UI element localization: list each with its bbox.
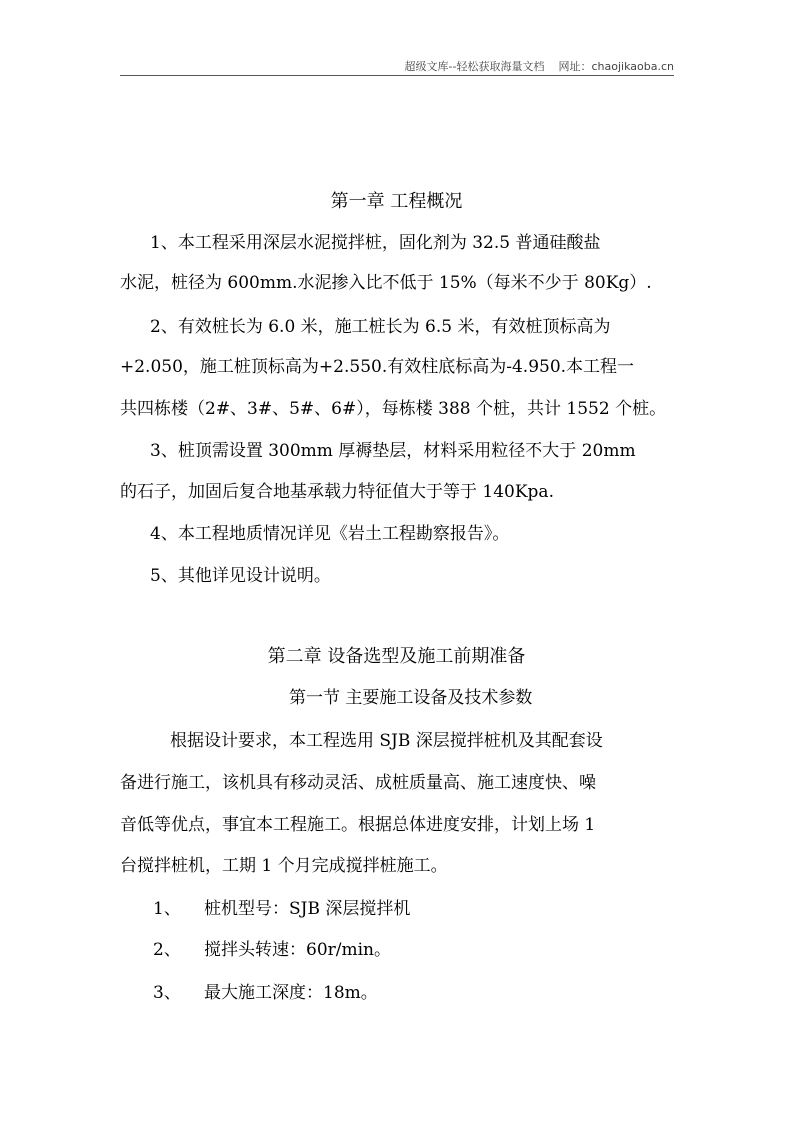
paragraph-3-line-2: 的石子，加固后复合地基承载力特征值大于等于 140Kpa. [120,482,554,502]
section-1-title: 第一节 主要施工设备及技术参数 [289,688,533,708]
intro-line-1: 根据设计要求，本工程选用 SJB 深层搅拌桩机及其配套设 [170,731,603,751]
header-site-text: 超级文库--轻松获取海量文档 [404,60,545,73]
list-item-1-number: 1、 [153,899,181,919]
page-header [120,58,674,74]
intro-line-3: 音低等优点，事宜本工程施工。根据总体进度安排，计划上场 1 [120,815,596,835]
list-item-2-text: 搅拌头转速：60r/min。 [204,940,391,960]
paragraph-1-line-2: 水泥，桩径为 600mm.水泥掺入比不低于 15%（每米不少于 80Kg）. [120,273,652,293]
chapter-2-title: 第二章 设备选型及施工前期准备 [267,646,526,667]
paragraph-1-line-1: 1、本工程采用深层水泥搅拌桩，固化剂为 32.5 普通硅酸盐 [150,233,601,253]
chapter-1-title: 第一章 工程概况 [330,191,463,212]
intro-line-2: 备进行施工，该机具有移动灵活、成桩质量高、施工速度快、噪 [120,773,596,793]
paragraph-3-line-1: 3、桩顶需设置 300mm 厚褥垫层，材料采用粒径不大于 20mm [150,441,636,461]
paragraph-2-line-2: +2.050，施工桩顶标高为+2.550.有效柱底标高为-4.950.本工程一 [120,357,635,377]
intro-line-4: 台搅拌桩机，工期 1 个月完成搅拌桩施工。 [120,856,448,876]
paragraph-2-line-3: 共四栋楼（2#、3#、5#、6#），每栋楼 388 个桩，共计 1552 个桩。 [120,399,667,419]
header-url-text: 网址：chaojikaoba.cn [558,60,674,73]
list-item-3-text: 最大施工深度：18m。 [204,983,378,1003]
list-item-1-text: 桩机型号：SJB 深层搅拌机 [204,899,411,919]
list-item-3-number: 3、 [153,983,181,1003]
paragraph-4: 4、本工程地质情况详见《岩土工程勘察报告》。 [150,524,510,544]
paragraph-5: 5、其他详见设计说明。 [150,566,331,586]
list-item-2-number: 2、 [153,940,181,960]
header-divider [120,75,674,76]
paragraph-2-line-1: 2、有效桩长为 6.0 米，施工桩长为 6.5 米，有效桩顶标高为 [150,317,611,337]
